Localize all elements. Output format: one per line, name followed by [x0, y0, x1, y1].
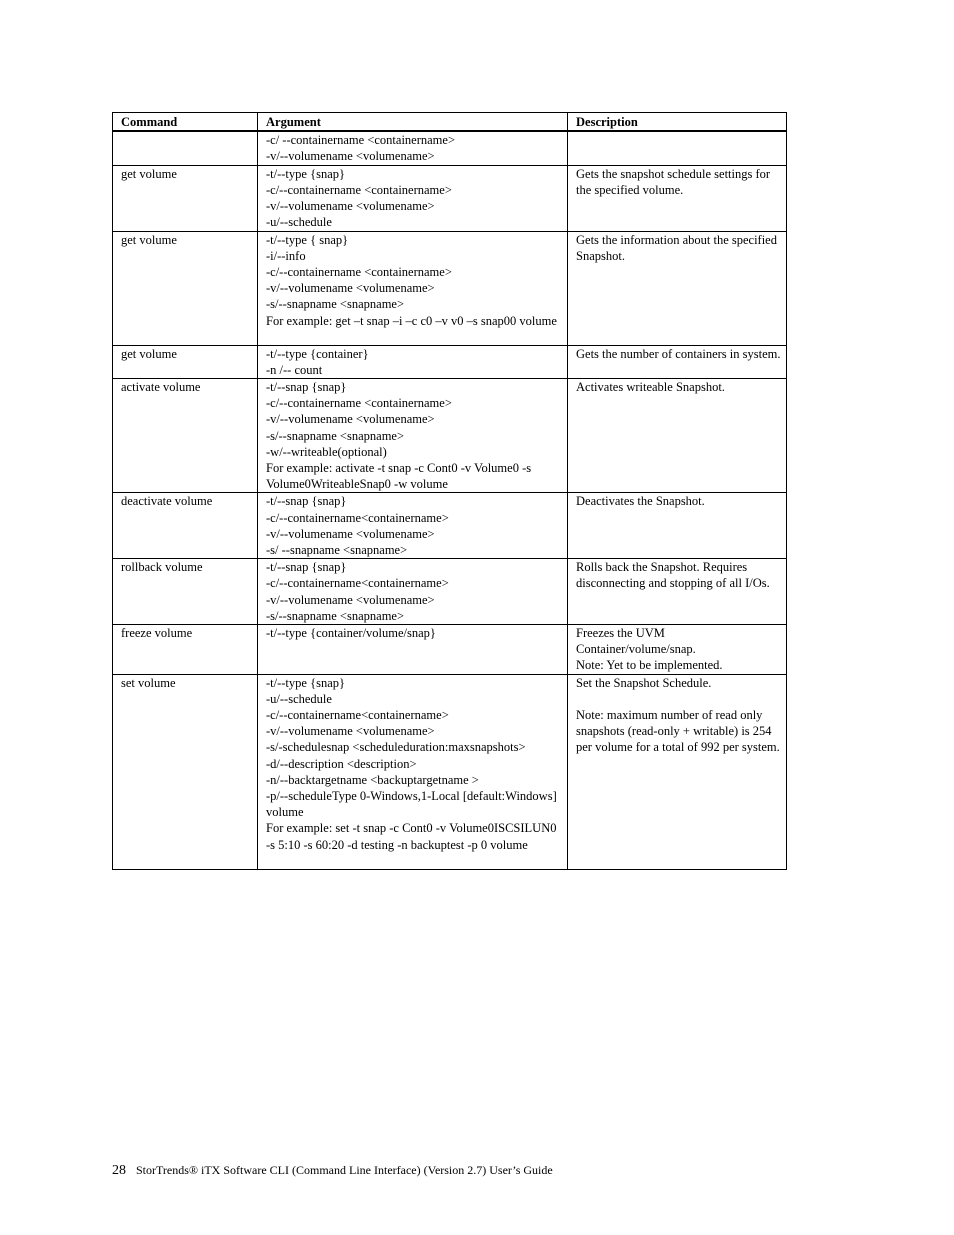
argument-cell: -t/--type {container/volume/snap} [258, 624, 568, 674]
command-cell [113, 131, 258, 165]
table-row [113, 493, 787, 559]
argument-cell: -t/--type {snap} -c/--containername <containername> -v/--volumename <volumename> -u/--schedule [258, 165, 568, 231]
header-description: Description [568, 113, 787, 132]
table-row [113, 559, 787, 625]
description-cell: Freezes the UVM Container/volume/snap. Note: Yet to be implemented. [568, 624, 787, 674]
description-cell: Activates writeable Snapshot. [568, 378, 787, 492]
header-argument: Argument [258, 113, 568, 132]
command-cell: freeze volume [113, 624, 258, 674]
description-cell: Gets the snapshot schedule settings for the specified volume. [568, 165, 787, 231]
table-row [113, 131, 787, 165]
description-cell: Set the Snapshot Schedule. Note: maximum number of read only snapshots (read-only + writable) is 254 per volume for a total of 992 per system. [568, 674, 787, 869]
page-footer [112, 1163, 553, 1179]
argument-cell: -t/--snap {snap} -c/--containername <containername> -v/--volumename <volumename> -s/--snapname <snapname> -w/--writeable(optional) For example: activate -t snap -c Cont0 -v Volume0 -s Volume0WriteableSnap0 -w volume [258, 378, 568, 492]
command-table [112, 112, 787, 870]
command-cell: get volume [113, 165, 258, 231]
header-command: Command [113, 113, 258, 132]
command-cell: rollback volume [113, 559, 258, 625]
command-cell: set volume [113, 674, 258, 869]
argument-cell: -c/ --containername <containername> -v/--volumename <volumename> [258, 131, 568, 165]
argument-cell: -t/--type {container} -n /-- count [258, 345, 568, 378]
command-cell: get volume [113, 231, 258, 345]
table-row [113, 165, 787, 231]
command-cell: get volume [113, 345, 258, 378]
description-cell: Deactivates the Snapshot. [568, 493, 787, 559]
description-cell: Gets the information about the specified Snapshot. [568, 231, 787, 345]
argument-cell: -t/--type {snap} -u/--schedule -c/--containername<containername> -v/--volumename <volumename> -s/-schedulesnap <scheduleduration:maxsnapshots> -d/--description <description> -n/--backtargetname <backuptargetname > -p/--scheduleType 0-Windows,1-Local [default:Windows] volume For example: set -t snap -c Cont0 -v Volume0ISCSILUN0 -s 5:10 -s 60:20 -d testing -n backuptest -p 0 volume [258, 674, 568, 869]
argument-cell: -t/--snap {snap} -c/--containername<containername> -v/--volumename <volumename> -s/--snapname <snapname> [258, 559, 568, 625]
table-row [113, 345, 787, 378]
argument-cell: -t/--type { snap} -i/--info -c/--containername <containername> -v/--volumename <volumename> -s/--snapname <snapname> For example: get –t snap –i –c c0 –v v0 –s snap00 volume [258, 231, 568, 345]
argument-cell: -t/--snap {snap} -c/--containername<containername> -v/--volumename <volumename> -s/ --snapname <snapname> [258, 493, 568, 559]
table-header-row [113, 113, 787, 132]
command-cell: deactivate volume [113, 493, 258, 559]
footer-title: StorTrends® iTX Software CLI (Command Line Interface) (Version 2.7) User’s Guide [136, 1163, 553, 1177]
description-cell: Gets the number of containers in system. [568, 345, 787, 378]
command-cell: activate volume [113, 378, 258, 492]
page-number: 28 [112, 1163, 126, 1178]
table-row [113, 624, 787, 674]
table-row [113, 674, 787, 869]
table-row [113, 231, 787, 345]
description-cell: Rolls back the Snapshot. Requires disconnecting and stopping of all I/Os. [568, 559, 787, 625]
description-cell [568, 131, 787, 165]
table-row [113, 378, 787, 492]
